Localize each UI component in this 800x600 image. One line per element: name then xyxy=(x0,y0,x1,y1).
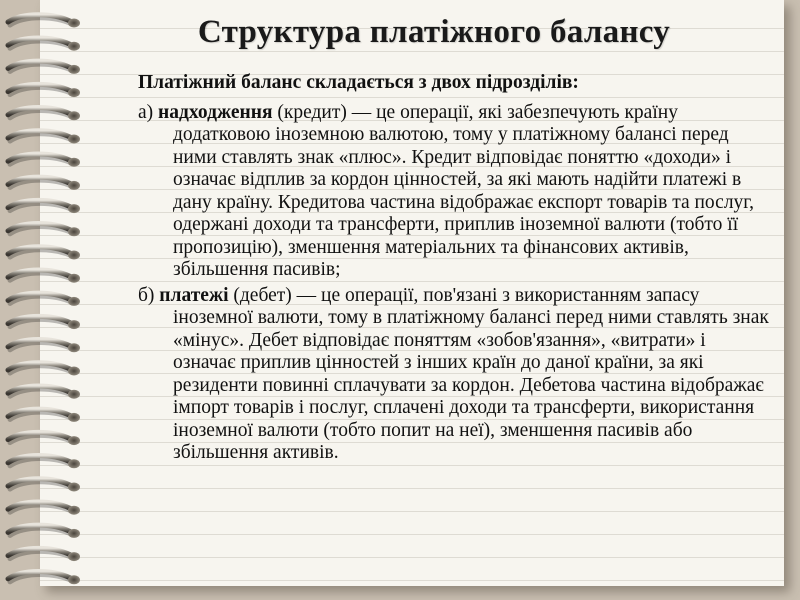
spiral-coil xyxy=(8,293,80,306)
spiral-coil xyxy=(8,84,80,97)
spiral-coil xyxy=(8,177,80,190)
spiral-coil xyxy=(8,572,80,585)
item-marker: а) xyxy=(138,101,154,123)
spiral-coil xyxy=(8,200,80,213)
item-description: (дебет) — це операції, пов'язані з використанням запасу іноземної валюти, тому в платіжному балансі перед ними ставлять знак «мінус». Дебет відповідає поняттям «зобов'язання», «витрати» і означає приплив цінностей з інших країн до даної країни, за які резиденти повинні сплачувати за кордон. Дебетова частина відображає імпорт товарів і послуг, сплачені доходи та трансферти, використання іноземної валюти (тобто попит на неї), зменшення пасивів або збільшення активів. xyxy=(173,284,769,463)
spiral-coil xyxy=(8,316,80,329)
item-description: (кредит) — це операції, які забезпечують країну додатковою іноземною валютою, тому у платіжному балансі перед ними ставлять знак «плюс». Кредит відповідає поняттю «доходи» і означає відплив за кордон цінностей, за які мають надійти платежі в дану країну. Кредитова частина відображає експорт товарів та послуг, одержані доходи та трансферти, приплив іноземної валюти (тобто її пропозицію), зменшення матеріальних та фінансових активів, збільшення пасивів; xyxy=(173,101,754,280)
item-marker: б) xyxy=(138,284,155,306)
spiral-coil xyxy=(8,432,80,445)
spiral-coil xyxy=(8,479,80,492)
spiral-coil xyxy=(8,270,80,283)
spiral-coil xyxy=(8,340,80,353)
spiral-binding-icon xyxy=(0,0,100,600)
spiral-coil xyxy=(8,386,80,399)
spiral-coil xyxy=(8,154,80,167)
item-term: надходження xyxy=(158,101,273,123)
page-title: Структура платіжного балансу xyxy=(197,14,671,50)
list-item-credit xyxy=(138,102,770,282)
spiral-coil xyxy=(8,15,80,28)
intro-text: Платіжний баланс складається з двох підрозділів: xyxy=(138,72,579,93)
spiral-coil xyxy=(8,108,80,121)
item-term: платежі xyxy=(159,284,229,306)
spiral-coil xyxy=(8,247,80,260)
spiral-coil xyxy=(8,38,80,51)
spiral-coil xyxy=(8,456,80,469)
spiral-coil xyxy=(8,61,80,74)
spiral-coil xyxy=(8,131,80,144)
spiral-coil xyxy=(8,502,80,515)
spiral-coil xyxy=(8,548,80,561)
spiral-coil xyxy=(8,224,80,237)
spiral-coil xyxy=(8,409,80,422)
list-item-debit xyxy=(138,285,770,465)
spiral-coil xyxy=(8,525,80,538)
content-body xyxy=(138,72,770,468)
spiral-coil xyxy=(8,363,80,376)
